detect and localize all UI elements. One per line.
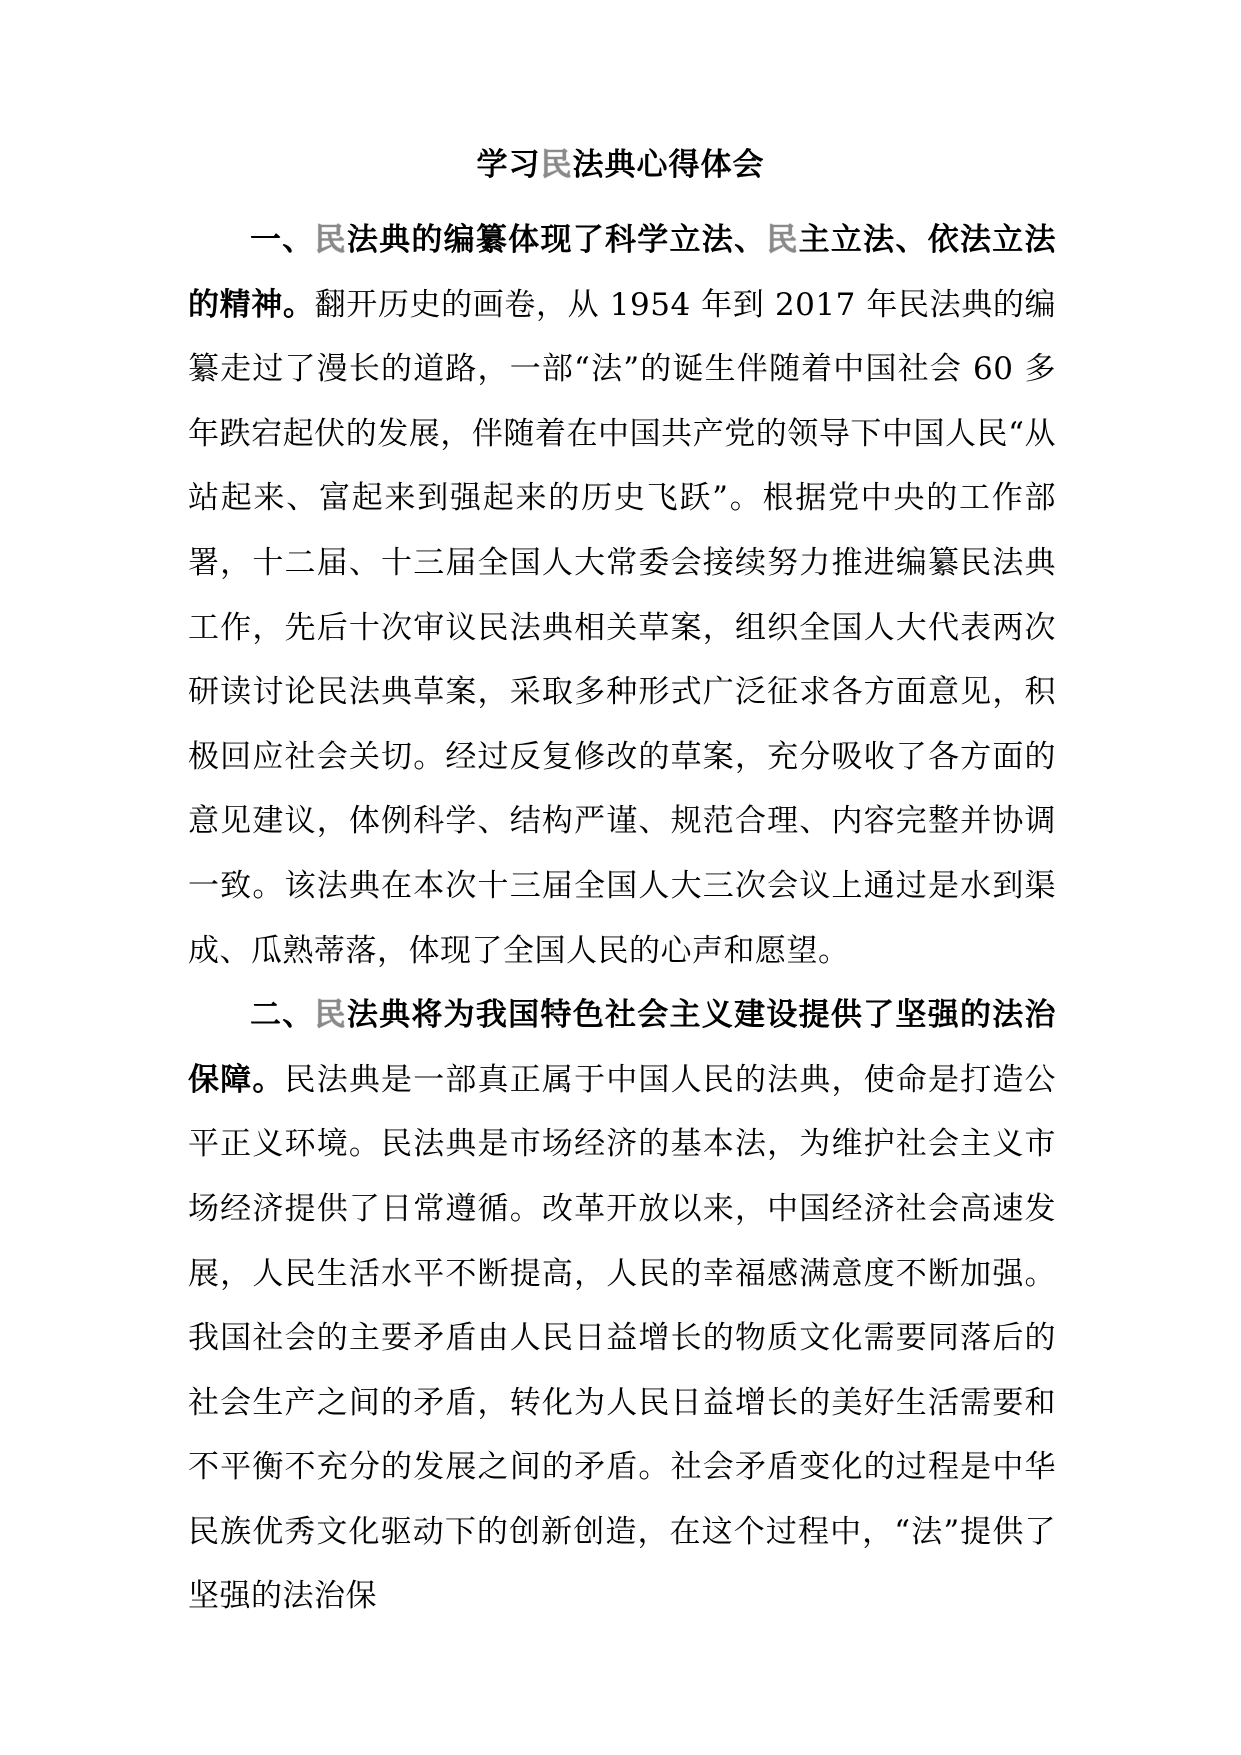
section-1-paragraph (188, 208, 1056, 983)
section-1-heading-highlight-2: 民 (766, 222, 799, 258)
document-title (0, 145, 1241, 185)
section-1-body: 翻开历史的画卷，从 1954 年到 2017 年民法典的编纂走过了漫长的道路，一部“法”的诞生伴随着中国社会 60 多年跌宕起伏的发展，伴随着在中国共产党的领导下中国人民“从站起来、富起来到强起来的历史飞跃”。根据党中央的工作部署，十二届、十三届全国人大常委会接续努力推进编纂民法典工作，先后十次审议民法典相关草案，组织全国人大代表两次研读讨论民法典草案，采取多种形式广泛征求各方面意见，积极回应社会关切。经过反复修改的草案，充分吸收了各方面的意见建议，体例科学、结构严谨、规范合理、内容完整并协调一致。该法典在本次十三届全国人大三次会议上通过是水到渠成、瓜熟蒂落，体现了全国人民的心声和愿望。 (188, 286, 1057, 969)
section-1-heading-mid: 法典的编纂体现了科学立法、 (346, 222, 767, 258)
title-prefix: 学习 (476, 147, 541, 183)
title-highlight: 民 (540, 147, 573, 183)
section-2-body: 民法典是一部真正属于中国人民的法典，使命是打造公平正义环境。民法典是市场经济的基本法，为维护社会主义市场经济提供了日常遵循。改革开放以来，中国经济社会高速发展，人民生活水平不断提高，人民的幸福感满意度不断加强。我国社会的主要矛盾由人民日益增长的物质文化需要同落后的社会生产之间的矛盾，转化为人民日益增长的美好生活需要和不平衡不充分的发展之间的矛盾。社会矛盾变化的过程是中华民族优秀文化驱动下的创新创造，在这个过程中，“法”提供了坚强的法治保 (188, 1061, 1057, 1615)
section-2-heading-suffix: 法典将为我国特色社会主义建设提供了坚强的法治保障。 (188, 997, 1057, 1098)
section-1-heading-highlight-1: 民 (314, 222, 347, 258)
title-suffix: 法典心得体会 (572, 147, 765, 183)
section-2-paragraph (188, 983, 1056, 1629)
section-2-heading-prefix: 二、 (250, 997, 315, 1034)
section-1-heading-prefix: 一、 (250, 222, 315, 258)
section-2-heading-highlight-1: 民 (314, 997, 347, 1034)
section-1-heading-suffix: 主立法、依法立法的精神。 (188, 222, 1057, 323)
document-body (188, 208, 1056, 1629)
